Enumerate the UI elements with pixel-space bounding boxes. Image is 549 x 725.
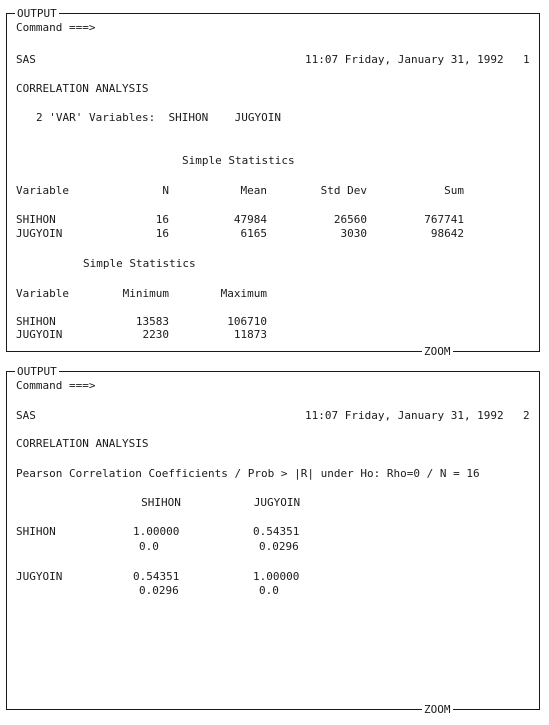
corr-header-jugyoin: JUGYOIN bbox=[253, 496, 301, 509]
minmax-header-maximum: Maximum bbox=[220, 287, 267, 300]
corr-prob-cell: 0.0 bbox=[139, 540, 159, 553]
procedure-title: CORRELATION ANALYSIS bbox=[16, 437, 149, 450]
table-row-variable: JUGYOIN bbox=[16, 227, 63, 240]
variables-line: 2 'VAR' Variables: SHIHON JUGYOIN bbox=[36, 111, 282, 124]
table-row-variable: SHIHON bbox=[16, 315, 56, 328]
corr-coef-cell: 1.00000 bbox=[133, 525, 180, 538]
stats-header-std-dev: Std Dev bbox=[320, 184, 367, 197]
corr-prob-cell: 0.0 bbox=[259, 584, 279, 597]
table-cell-mean: 6165 bbox=[240, 227, 267, 240]
page-number: 2 bbox=[523, 409, 530, 422]
output-window-1 bbox=[6, 7, 540, 358]
table-cell-minimum: 13583 bbox=[135, 315, 169, 328]
corr-coef-cell: 0.54351 bbox=[133, 570, 180, 583]
stats-header-variable: Variable bbox=[16, 184, 69, 197]
table-cell-std-dev: 3030 bbox=[340, 227, 367, 240]
table-cell-maximum: 106710 bbox=[227, 315, 267, 328]
output-frame-label: OUTPUT bbox=[17, 365, 57, 378]
system-name: SAS bbox=[16, 53, 36, 66]
pearson-title: Pearson Correlation Coefficients / Prob > |R| under Ho: Rho=0 / N = 16 bbox=[16, 467, 480, 480]
output-frame-label: OUTPUT bbox=[17, 7, 57, 20]
output-window-2 bbox=[6, 365, 540, 716]
table-cell-mean: 47984 bbox=[233, 213, 267, 226]
corr-coef-cell: 0.54351 bbox=[253, 525, 300, 538]
report-datetime: 11:07 Friday, January 31, 1992 bbox=[305, 53, 504, 66]
corr-row-label: JUGYOIN bbox=[16, 570, 63, 583]
table-cell-n: 16 bbox=[155, 213, 169, 226]
zoom-button[interactable]: ZOOM bbox=[424, 703, 451, 716]
procedure-title: CORRELATION ANALYSIS bbox=[16, 82, 149, 95]
minmax-header-variable: Variable bbox=[16, 287, 69, 300]
minmax-header-minimum: Minimum bbox=[122, 287, 169, 300]
stats-header-sum: Sum bbox=[444, 184, 464, 197]
command-input[interactable] bbox=[99, 21, 529, 34]
zoom-button[interactable]: ZOOM bbox=[424, 345, 451, 358]
command-input[interactable] bbox=[99, 379, 529, 392]
corr-header-shihon: SHIHON bbox=[141, 496, 181, 509]
table-cell-n: 16 bbox=[155, 227, 169, 240]
corr-coef-cell: 1.00000 bbox=[253, 570, 300, 583]
system-name: SAS bbox=[16, 409, 36, 422]
stats-header-n: N bbox=[162, 184, 169, 197]
report-datetime: 11:07 Friday, January 31, 1992 bbox=[305, 409, 504, 422]
corr-prob-cell: 0.0296 bbox=[139, 584, 179, 597]
table-cell-std-dev: 26560 bbox=[333, 213, 367, 226]
table-cell-sum: 98642 bbox=[430, 227, 464, 240]
simple-stats-title-2: Simple Statistics bbox=[83, 257, 196, 270]
command-prompt-label: Command ===> bbox=[16, 21, 96, 34]
table-row-variable: JUGYOIN bbox=[16, 328, 63, 341]
corr-prob-cell: 0.0296 bbox=[259, 540, 299, 553]
table-cell-sum: 767741 bbox=[424, 213, 464, 226]
table-cell-minimum: 2230 bbox=[142, 328, 169, 341]
command-prompt-label: Command ===> bbox=[16, 379, 96, 392]
table-row-variable: SHIHON bbox=[16, 213, 56, 226]
corr-row-label: SHIHON bbox=[16, 525, 56, 538]
table-cell-maximum: 11873 bbox=[233, 328, 267, 341]
simple-stats-title: Simple Statistics bbox=[182, 154, 295, 167]
stats-header-mean: Mean bbox=[240, 184, 267, 197]
page-number: 1 bbox=[523, 53, 530, 66]
